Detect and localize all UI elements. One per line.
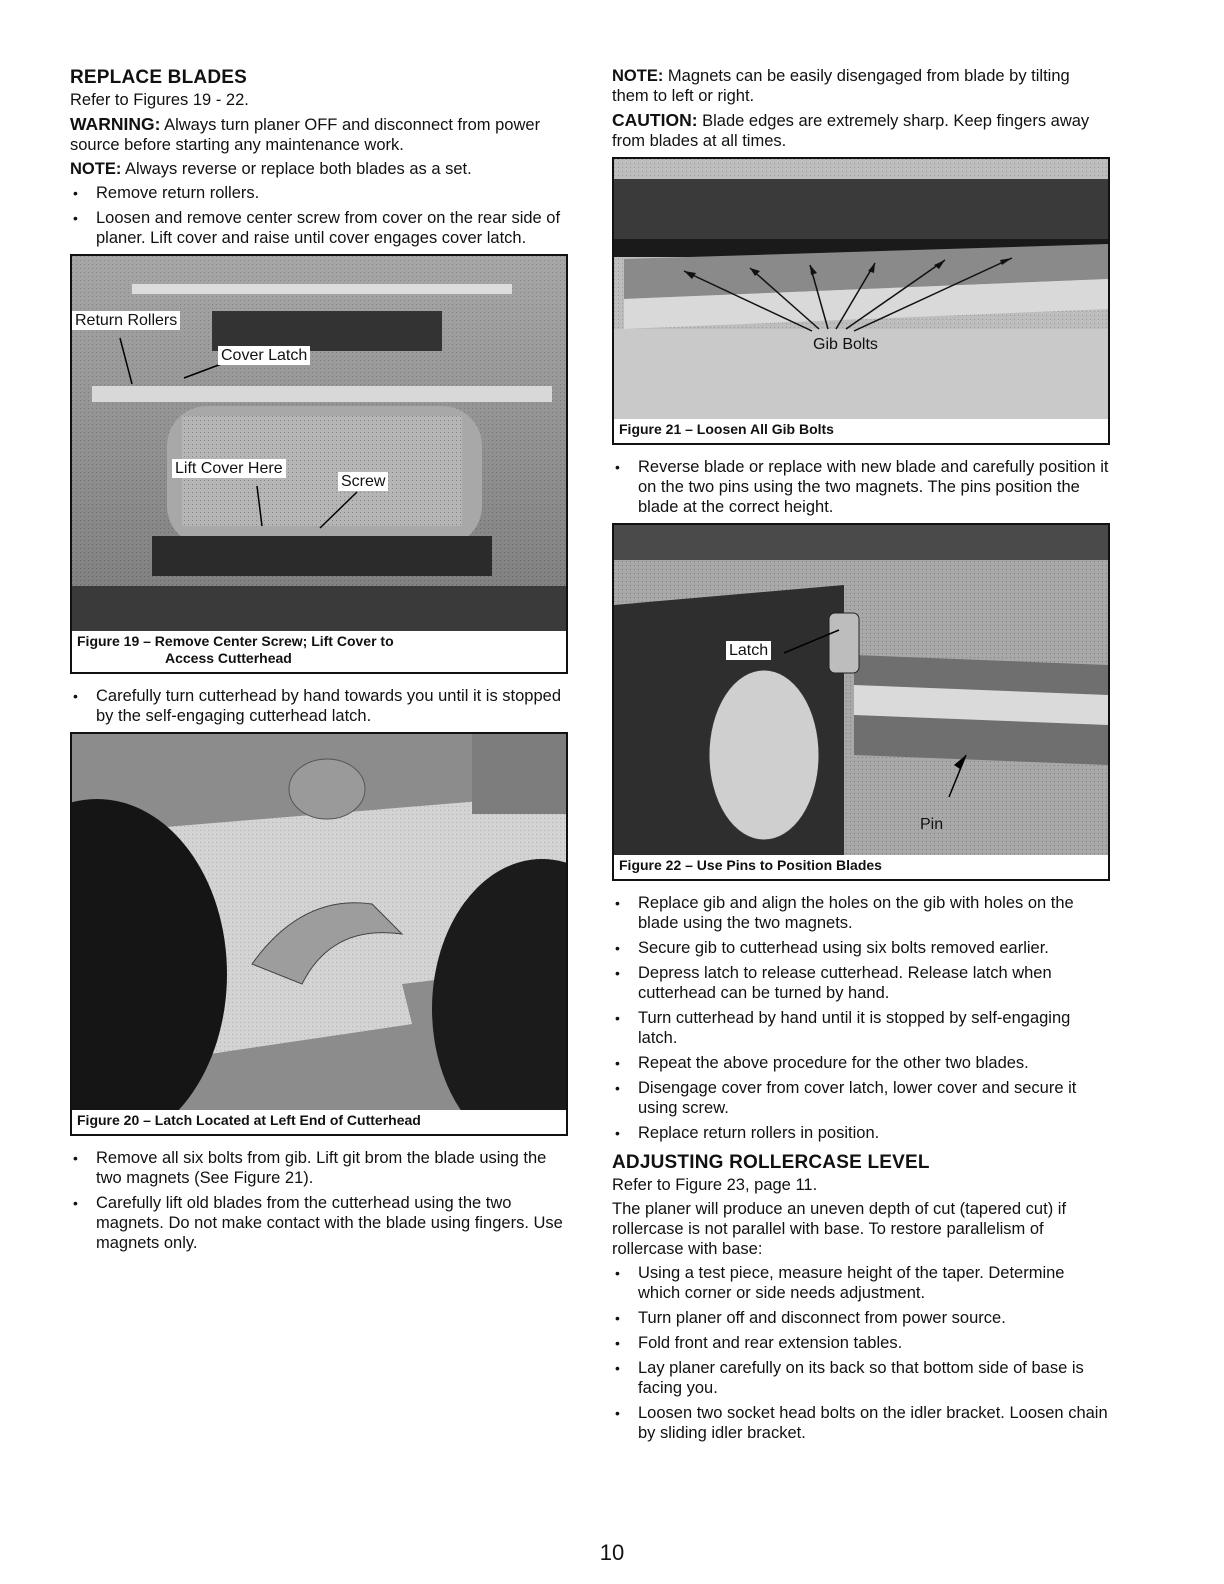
rollercase-paragraph: The planer will produce an uneven depth of cut (tapered cut) if rollercase is not parallel with base. To restore parallelism of rollercase with base: (612, 1200, 1067, 1258)
list-item: • Lay planer carefully on its back so that bottom side of base is facing you. (612, 1358, 1110, 1398)
bullet-list (70, 686, 568, 726)
note-text: Always reverse or replace both blades as a set. (121, 160, 472, 178)
list-item: • Remove return rollers. (70, 183, 568, 203)
callout-screw: Screw (338, 472, 388, 491)
figure-20-caption (72, 1110, 566, 1132)
list-item: • Carefully turn cutterhead by hand towards you until it is stopped by the self-engaging cutterhead latch. (70, 686, 568, 726)
figure-19-caption-line2: Access Cutterhead (165, 650, 292, 666)
list-item: • Repeat the above procedure for the other two blades. (612, 1053, 1110, 1073)
caution-label: CAUTION: (612, 110, 698, 130)
warning-label: WARNING: (70, 114, 161, 134)
note-paragraph (70, 159, 568, 179)
left-column (70, 66, 568, 1258)
refer-figures-text: Refer to Figures 19 - 22. (70, 91, 249, 109)
list-item: • Replace gib and align the holes on the gib with holes on the blade using the two magnets. (612, 893, 1110, 933)
list-item: • Using a test piece, measure height of the taper. Determine which corner or side needs adjustment. (612, 1263, 1110, 1303)
figure-22 (612, 523, 1110, 881)
callout-latch: Latch (726, 641, 771, 660)
list-item: • Disengage cover from cover latch, lower cover and secure it using screw. (612, 1078, 1110, 1118)
bullet-list (612, 457, 1110, 517)
list-item: • Loosen and remove center screw from cover on the rear side of planer. Lift cover and raise until cover engages cover latch. (70, 208, 568, 248)
figure-19-caption-line1: Figure 19 – Remove Center Screw; Lift Cover to (77, 633, 394, 649)
callout-lift-cover-here: Lift Cover Here (172, 459, 286, 478)
note-paragraph (612, 66, 1110, 106)
figure-20 (70, 732, 568, 1136)
bullet-list (70, 1148, 568, 1253)
note-label: NOTE: (612, 67, 664, 85)
figure-21 (612, 157, 1110, 445)
note-label: NOTE: (70, 160, 122, 178)
list-item: • Carefully lift old blades from the cutterhead using the two magnets. Do not make contact with the blade using fingers. Use magnets only. (70, 1193, 568, 1253)
adjusting-rollercase-heading: ADJUSTING ROLLERCASE LEVEL (612, 1152, 930, 1173)
callout-cover-latch: Cover Latch (218, 346, 310, 365)
figure-21-photo (614, 159, 1108, 419)
figure-22-photo (614, 525, 1108, 855)
warning-paragraph (70, 114, 568, 155)
list-item: • Turn planer off and disconnect from power source. (612, 1308, 1110, 1328)
bullet-list (612, 893, 1110, 1143)
figure-20-caption-text: Figure 20 – Latch Located at Left End of Cutterhead (77, 1112, 421, 1128)
list-item: • Remove all six bolts from gib. Lift git brom the blade using the two magnets (See Figure 21). (70, 1148, 568, 1188)
figure-19 (70, 254, 568, 674)
warning-text: Always turn planer OFF and disconnect from power source before starting any maintenance work. (70, 116, 541, 154)
caution-text: Blade edges are extremely sharp. Keep fingers away from blades at all times. (612, 112, 1090, 150)
page-number: 10 (599, 1540, 625, 1565)
list-item: • Loosen two socket head bolts on the idler bracket. Loosen chain by sliding idler bracket. (612, 1403, 1110, 1443)
list-item: • Fold front and rear extension tables. (612, 1333, 1110, 1353)
replace-blades-heading: REPLACE BLADES (70, 67, 247, 88)
callout-gib-bolts: Gib Bolts (813, 336, 878, 353)
refer-figure-23-text: Refer to Figure 23, page 11. (612, 1176, 818, 1194)
callout-return-rollers: Return Rollers (72, 311, 180, 330)
bullet-list (612, 1263, 1110, 1443)
list-item: • Secure gib to cutterhead using six bolts removed earlier. (612, 938, 1110, 958)
figure-20-photo (72, 734, 566, 1110)
right-column (612, 66, 1110, 1448)
list-item: • Reverse blade or replace with new blade and carefully position it on the two pins using the two magnets. The pins position the blade at the correct height. (612, 457, 1110, 517)
figure-21-caption-text: Figure 21 – Loosen All Gib Bolts (619, 421, 834, 437)
figure-22-caption (614, 855, 1108, 877)
list-item: • Depress latch to release cutterhead. Release latch when cutterhead can be turned by hand. (612, 963, 1110, 1003)
note-text: Magnets can be easily disengaged from blade by tilting them to left or right. (612, 67, 1070, 105)
bullet-list (70, 183, 568, 248)
callout-pin: Pin (920, 816, 944, 833)
list-item: • Turn cutterhead by hand until it is stopped by self-engaging latch. (612, 1008, 1110, 1048)
figure-19-caption (72, 631, 566, 670)
figure-21-caption (614, 419, 1108, 441)
list-item: • Replace return rollers in position. (612, 1123, 1110, 1143)
figure-22-caption-text: Figure 22 – Use Pins to Position Blades (619, 857, 882, 873)
caution-paragraph (612, 110, 1110, 151)
